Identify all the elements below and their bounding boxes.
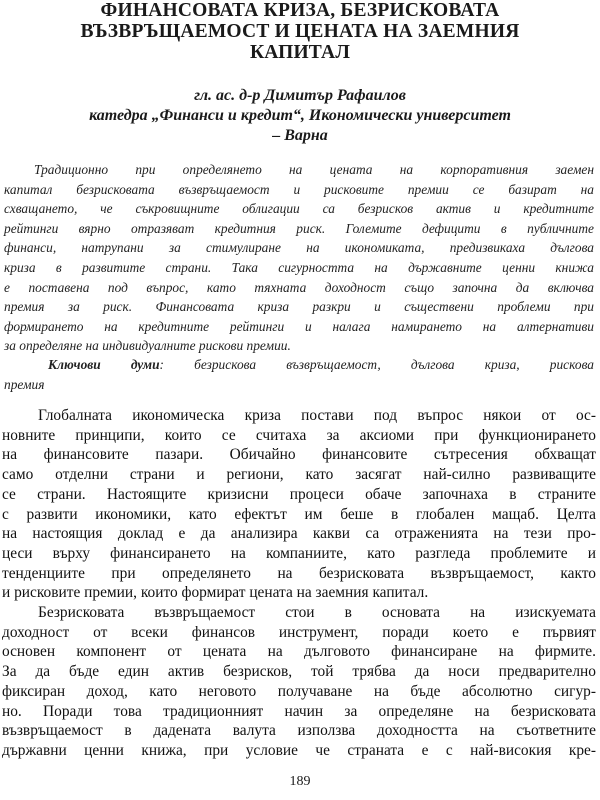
author-affiliation — [30, 86, 570, 146]
body-line: на финансовите пазари. Обичайно финансовите сътресения обхващат — [2, 446, 596, 464]
body-line: доходност от всеки финансов инструмент, поради което е първият — [2, 623, 596, 641]
keywords-line: премия — [4, 376, 45, 392]
abstract-line: за определяне на индивидуалните рискови премии. — [4, 338, 291, 354]
title-line: КАПИТАЛ — [249, 42, 351, 63]
body-text — [2, 406, 596, 761]
page-number: 189 — [289, 774, 311, 789]
body-line: но. Поради това традиционният начин за определяне на безрисковата — [2, 702, 596, 720]
keywords-list: : безрискова възвръщаемост, дългова криза, рискова — [159, 357, 594, 372]
body-line: Глобалната икономическа криза постави под въпрос някои от ос- — [38, 407, 596, 424]
body-line: с развити икономики, като ефектът им беше в глобален мащаб. Целта — [2, 505, 596, 523]
body-line: се страни. Настоящите кризисни процеси обаче започнаха в страните — [2, 485, 596, 503]
abstract-line: капитал безрисковата възвръщаемост и рисковите премии се базират на — [4, 181, 594, 197]
title-line: ВЪЗВРЪЩАЕМОСТ И ЦЕНАТА НА ЗАЕМНИЯ — [80, 21, 520, 42]
abstract-line: е поставена под въпрос, като тяхната доходност също започна да включва — [4, 279, 594, 295]
keywords — [4, 355, 594, 394]
keywords-label: Ключови думи — [48, 357, 160, 372]
title-line: ФИНАНСОВАТА КРИЗА, БЕЗРИСКОВАТА — [100, 0, 500, 21]
body-line: възвръщаемост в дадената валута използва доходността на съответните — [2, 722, 596, 740]
body-line: основен компонент от цената на дълговото финансиране на фирмите. — [2, 643, 596, 661]
author-name: гл. ас. д-р Димитър Рафаилов — [194, 87, 406, 104]
author-city: – Варна — [272, 127, 328, 144]
body-line: и рисковите премии, които формират цената на заемния капитал. — [2, 584, 429, 602]
abstract-line: схващането, че съкровищните облигации са безрисков актив и кредитните — [4, 201, 594, 217]
body-line: цеси върху финансирането на компаниите, като разгледа проблемите и — [2, 544, 596, 562]
body-line: Безрисковата възвръщаемост стои в основата на изискуемата — [38, 604, 596, 622]
body-line: само отделни страни и региони, като засягат най-силно развиващите — [2, 466, 596, 484]
abstract-line: финанси, натрупани за стимулиране на икономиката, предизвикаха дългова — [4, 240, 594, 256]
paper-title — [30, 0, 570, 63]
body-line: тенденциите при определянето на безрисковата възвръщаемост, както — [2, 564, 596, 582]
abstract-line: премия за риск. Финансовата криза разкри и съществени проблеми при — [4, 299, 594, 315]
abstract-line: формирането на кредитните рейтинги и налага намирането на алтернативи — [4, 318, 594, 334]
body-line: За да бъде един актив безрисков, той трябва да носи предварително — [2, 663, 596, 681]
abstract-line: криза в развитите страни. Така сигурността на държавните ценни книжа — [4, 259, 594, 275]
abstract-line: Традиционно при определянето на цената на корпоративния заемен — [34, 162, 594, 177]
body-line: на настоящия доклад е да анализира какви са отраженията на тези про- — [2, 525, 596, 543]
abstract — [4, 160, 594, 356]
body-line: фиксиран доход, като неговото получаване на бъде абсолютно сигур- — [2, 682, 596, 700]
author-department: катедра „Финанси и кредит“, Икономически университет — [89, 107, 511, 124]
body-line: новните принципи, които се считаха за аксиоми при функционирането — [2, 426, 596, 444]
abstract-line: рейтинги вярно отразяват кредитния риск. Големите дефицити в публичните — [4, 220, 594, 236]
body-line: държавни ценни книжа, при условие че страната е с най-високия кре- — [2, 741, 596, 759]
keywords-line — [4, 355, 594, 375]
